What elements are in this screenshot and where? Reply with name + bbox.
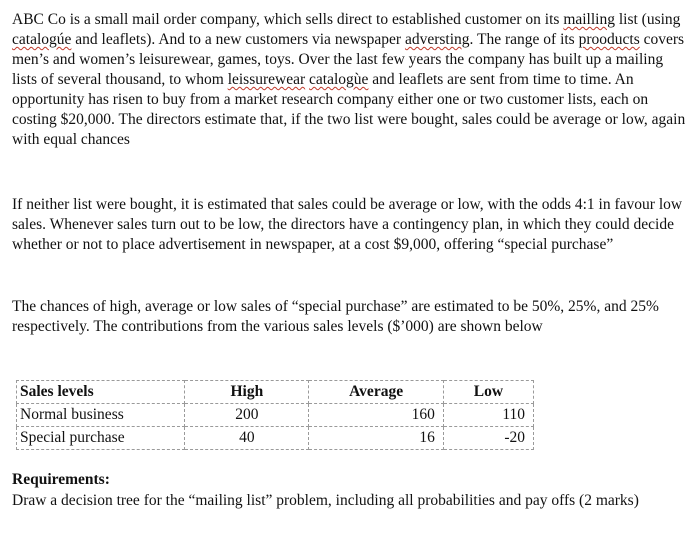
special-purchase-paragraph: The chances of high, average or low sales of “special purchase” are estimated to be 50%, 25%, and 25% respectively. The contributions from the various sales levels ($’000) are shown below	[12, 298, 659, 335]
requirements-heading: Requirements:	[12, 471, 110, 488]
misspelled-word: mailling	[563, 11, 615, 28]
row-label: Normal business	[17, 404, 185, 427]
misspelled-word: prooducts	[578, 31, 640, 48]
misspelled-word: leissurewear	[227, 71, 306, 88]
header-high: High	[185, 381, 309, 404]
row-label: Special purchase	[17, 427, 185, 450]
requirements-text: Draw a decision tree for the “mailing list” problem, including all probabilities and pay offs (2 marks)	[12, 492, 639, 509]
header-sales-levels: Sales levels	[17, 381, 185, 404]
header-average: Average	[309, 381, 443, 404]
misspelled-word: catalogúe	[12, 31, 72, 48]
text-segment: and leaflets). And to a new customers via newspaper	[71, 31, 405, 48]
misspelled-word: catalogùe	[309, 71, 369, 88]
cell-average: 160	[309, 404, 443, 427]
no-list-paragraph: If neither list were bought, it is estimated that sales could be average or low, with the odds 4:1 in favour low sales. Whenever sales turn out to be low, the directors have a contingency plan, in which they could decide whether or not to place advertisement in newspaper, at a cost $9,000, offering “special purchase”	[12, 196, 683, 253]
cell-average: 16	[309, 427, 443, 450]
table-row	[17, 427, 534, 450]
sales-table	[16, 380, 534, 450]
cell-high: 200	[185, 404, 309, 427]
text-segment: and leaflets are sent from time to time. An opportunity has risen to buy from a market research company either one or two customer lists, each on costing $20,000. The directors estimate that, if the two list were bought, sales could be average or low, again with equal chances	[12, 71, 686, 148]
text-segment: . The range of its	[469, 31, 579, 48]
header-low: Low	[443, 381, 533, 404]
misspelled-word: adversting	[404, 31, 470, 48]
table-row	[17, 404, 534, 427]
cell-low: 110	[443, 404, 533, 427]
text-segment: list (using	[614, 11, 681, 28]
text-segment: ABC Co is a small mail order company, which sells direct to established customer on its	[12, 11, 564, 28]
table-header-row	[17, 381, 534, 404]
intro-paragraph	[12, 10, 688, 150]
cell-low: -20	[443, 427, 533, 450]
cell-high: 40	[185, 427, 309, 450]
text-segment: covers men’s and women’s leisurewear, games, toys. Over the last few years the company has built up a mailing lists of several thousand, to whom	[12, 31, 685, 88]
